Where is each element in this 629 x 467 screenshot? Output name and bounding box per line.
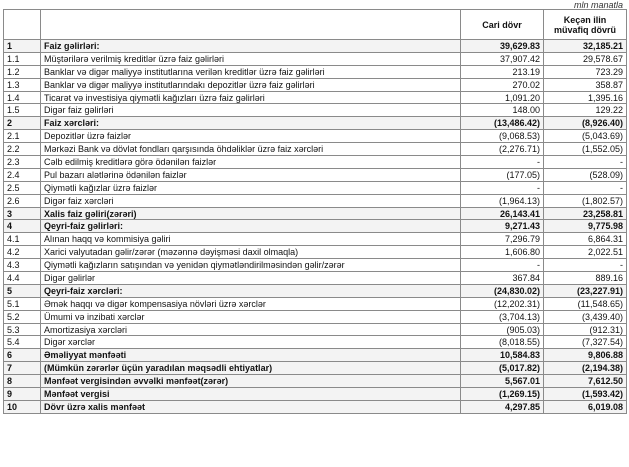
row-previous-value: (23,227.91) bbox=[544, 284, 627, 297]
row-current-value: (12,202.31) bbox=[461, 297, 544, 310]
row-number: 7 bbox=[4, 362, 41, 375]
row-current-value: 367.84 bbox=[461, 272, 544, 285]
row-previous-value: 358.87 bbox=[544, 78, 627, 91]
row-current-value: (2,276.71) bbox=[461, 143, 544, 156]
row-previous-value: (11,548.65) bbox=[544, 297, 627, 310]
row-previous-value: 889.16 bbox=[544, 272, 627, 285]
row-current-value: (1,964.13) bbox=[461, 194, 544, 207]
row-current-value: 1,606.80 bbox=[461, 246, 544, 259]
row-number: 1 bbox=[4, 40, 41, 53]
row-previous-value: (8,926.40) bbox=[544, 117, 627, 130]
row-number: 4 bbox=[4, 220, 41, 233]
row-previous-value: 9,775.98 bbox=[544, 220, 627, 233]
row-label: Pul bazarı alətlərinə ödənilən faizlər bbox=[41, 168, 461, 181]
row-current-value: - bbox=[461, 259, 544, 272]
table-row bbox=[4, 143, 627, 156]
row-number: 4.4 bbox=[4, 272, 41, 285]
table-row bbox=[4, 207, 627, 220]
row-label: Digər faiz gəlirləri bbox=[41, 104, 461, 117]
row-label: Depozitlər üzrə faizlər bbox=[41, 130, 461, 143]
row-previous-value: 32,185.21 bbox=[544, 40, 627, 53]
table-row bbox=[4, 130, 627, 143]
row-number: 2.5 bbox=[4, 181, 41, 194]
row-label: Cəlb edilmiş kreditlərə görə ödənilən faizlər bbox=[41, 156, 461, 169]
table-row bbox=[4, 65, 627, 78]
row-current-value: (5,017.82) bbox=[461, 362, 544, 375]
row-previous-value: 129.22 bbox=[544, 104, 627, 117]
row-current-value: 270.02 bbox=[461, 78, 544, 91]
row-number: 2.4 bbox=[4, 168, 41, 181]
row-label: Amortizasiya xərcləri bbox=[41, 323, 461, 336]
row-previous-value: (7,327.54) bbox=[544, 336, 627, 349]
table-row bbox=[4, 156, 627, 169]
row-label: (Mümkün zərərlər üçün yaradılan məqsədli ehtiyatlar) bbox=[41, 362, 461, 375]
row-label: Qeyri-faiz gəlirləri: bbox=[41, 220, 461, 233]
row-current-value: 26,143.41 bbox=[461, 207, 544, 220]
table-row bbox=[4, 272, 627, 285]
table-row bbox=[4, 194, 627, 207]
table-header-row bbox=[4, 10, 627, 40]
row-current-value: 37,907.42 bbox=[461, 52, 544, 65]
row-previous-value: 23,258.81 bbox=[544, 207, 627, 220]
row-label: Mənfəət vergisi bbox=[41, 388, 461, 401]
header-previous-period: Keçən ilin müvafiq dövrü bbox=[544, 10, 627, 40]
row-number: 1.2 bbox=[4, 65, 41, 78]
row-number: 1.3 bbox=[4, 78, 41, 91]
row-label: Xarici valyutadan gəlir/zərər (məzənnə dəyişməsi daxil olmaqla) bbox=[41, 246, 461, 259]
row-previous-value: - bbox=[544, 259, 627, 272]
row-previous-value: 723.29 bbox=[544, 65, 627, 78]
row-current-value: 5,567.01 bbox=[461, 375, 544, 388]
row-label: Xalis faiz gəliri(zərəri) bbox=[41, 207, 461, 220]
table-row bbox=[4, 104, 627, 117]
row-current-value: 148.00 bbox=[461, 104, 544, 117]
row-current-value: 39,629.83 bbox=[461, 40, 544, 53]
table-row bbox=[4, 349, 627, 362]
row-previous-value: (2,194.38) bbox=[544, 362, 627, 375]
table-row bbox=[4, 220, 627, 233]
table-row bbox=[4, 297, 627, 310]
table-row bbox=[4, 310, 627, 323]
table-row bbox=[4, 246, 627, 259]
row-number: 1.5 bbox=[4, 104, 41, 117]
row-number: 4.3 bbox=[4, 259, 41, 272]
row-number: 8 bbox=[4, 375, 41, 388]
table-row bbox=[4, 259, 627, 272]
row-previous-value: (1,552.05) bbox=[544, 143, 627, 156]
table-row bbox=[4, 336, 627, 349]
row-current-value: 7,296.79 bbox=[461, 233, 544, 246]
unit-label: mln manatla bbox=[573, 0, 623, 10]
row-number: 5.3 bbox=[4, 323, 41, 336]
row-number: 5.1 bbox=[4, 297, 41, 310]
row-number: 10 bbox=[4, 400, 41, 413]
row-current-value: (1,269.15) bbox=[461, 388, 544, 401]
row-previous-value: - bbox=[544, 181, 627, 194]
row-number: 2.1 bbox=[4, 130, 41, 143]
table-row bbox=[4, 181, 627, 194]
table-row bbox=[4, 91, 627, 104]
row-previous-value: (528.09) bbox=[544, 168, 627, 181]
row-number: 5.2 bbox=[4, 310, 41, 323]
table-row bbox=[4, 362, 627, 375]
row-label: Mərkəzi Bank və dövlət fondları qarşısında öhdəliklər üzrə faiz xərcləri bbox=[41, 143, 461, 156]
row-previous-value: 6,019.08 bbox=[544, 400, 627, 413]
row-previous-value: (5,043.69) bbox=[544, 130, 627, 143]
income-statement-table bbox=[3, 9, 627, 414]
row-label: Mənfəət vergisindən əvvəlki mənfəət(zərər) bbox=[41, 375, 461, 388]
row-previous-value: 1,395.16 bbox=[544, 91, 627, 104]
row-number: 2.3 bbox=[4, 156, 41, 169]
row-number: 1.1 bbox=[4, 52, 41, 65]
row-label: Banklar və digər maliyyə institutlarındakı depozitlər üzrə faiz gəlirləri bbox=[41, 78, 461, 91]
row-label: Qiymətli kağızlar üzrə faizlər bbox=[41, 181, 461, 194]
row-previous-value: 29,578.67 bbox=[544, 52, 627, 65]
row-number: 2.2 bbox=[4, 143, 41, 156]
row-label: Faiz gəlirləri: bbox=[41, 40, 461, 53]
row-current-value: 4,297.85 bbox=[461, 400, 544, 413]
row-label: Müştərilərə verilmiş kreditlər üzrə faiz gəlirləri bbox=[41, 52, 461, 65]
table-row bbox=[4, 117, 627, 130]
row-current-value: 9,271.43 bbox=[461, 220, 544, 233]
row-label: Qiymətli kağızların satışından və yenidən qiymətləndirilməsindən gəlir/zərər bbox=[41, 259, 461, 272]
table-row bbox=[4, 400, 627, 413]
row-number: 5.4 bbox=[4, 336, 41, 349]
table-row bbox=[4, 168, 627, 181]
row-label: Digər xərclər bbox=[41, 336, 461, 349]
row-label: Dövr üzrə xalis mənfəət bbox=[41, 400, 461, 413]
row-number: 2 bbox=[4, 117, 41, 130]
row-current-value: 1,091.20 bbox=[461, 91, 544, 104]
row-label: Banklar və digər maliyyə institutlarına verilən kreditlər üzrə faiz gəlirləri bbox=[41, 65, 461, 78]
row-number: 5 bbox=[4, 284, 41, 297]
header-current-period: Cari dövr bbox=[461, 10, 544, 40]
row-current-value: 213.19 bbox=[461, 65, 544, 78]
row-current-value: (177.05) bbox=[461, 168, 544, 181]
table-row bbox=[4, 323, 627, 336]
row-label: Əməliyyat mənfəəti bbox=[41, 349, 461, 362]
row-number: 4.2 bbox=[4, 246, 41, 259]
row-label: Digər faiz xərcləri bbox=[41, 194, 461, 207]
row-label: Qeyri-faiz xərcləri: bbox=[41, 284, 461, 297]
header-blank-no bbox=[4, 10, 41, 40]
row-previous-value: (912.31) bbox=[544, 323, 627, 336]
row-label: Ticarət və investisiya qiymətli kağızları üzrə faiz gəlirləri bbox=[41, 91, 461, 104]
row-previous-value: 9,806.88 bbox=[544, 349, 627, 362]
table-body bbox=[4, 40, 627, 414]
row-number: 3 bbox=[4, 207, 41, 220]
row-current-value: (24,830.02) bbox=[461, 284, 544, 297]
row-current-value: - bbox=[461, 156, 544, 169]
table-row bbox=[4, 233, 627, 246]
row-label: Əmək haqqı və digər kompensasiya növləri üzrə xərclər bbox=[41, 297, 461, 310]
row-number: 6 bbox=[4, 349, 41, 362]
header-blank-label bbox=[41, 10, 461, 40]
row-previous-value: (1,593.42) bbox=[544, 388, 627, 401]
row-number: 1.4 bbox=[4, 91, 41, 104]
row-previous-value: 6,864.31 bbox=[544, 233, 627, 246]
table-row bbox=[4, 375, 627, 388]
table-row bbox=[4, 52, 627, 65]
row-label: Digər gəlirlər bbox=[41, 272, 461, 285]
row-previous-value: (1,802.57) bbox=[544, 194, 627, 207]
row-previous-value: 7,612.50 bbox=[544, 375, 627, 388]
row-current-value: - bbox=[461, 181, 544, 194]
row-current-value: (13,486.42) bbox=[461, 117, 544, 130]
row-label: Alınan haqq və kommisiya gəliri bbox=[41, 233, 461, 246]
row-current-value: 10,584.83 bbox=[461, 349, 544, 362]
row-current-value: (905.03) bbox=[461, 323, 544, 336]
row-previous-value: - bbox=[544, 156, 627, 169]
row-number: 4.1 bbox=[4, 233, 41, 246]
row-previous-value: 2,022.51 bbox=[544, 246, 627, 259]
table-row bbox=[4, 388, 627, 401]
row-current-value: (8,018.55) bbox=[461, 336, 544, 349]
row-previous-value: (3,439.40) bbox=[544, 310, 627, 323]
row-label: Ümumi və inzibati xərclər bbox=[41, 310, 461, 323]
row-label: Faiz xərcləri: bbox=[41, 117, 461, 130]
row-current-value: (3,704.13) bbox=[461, 310, 544, 323]
table-row bbox=[4, 284, 627, 297]
row-current-value: (9,068.53) bbox=[461, 130, 544, 143]
row-number: 9 bbox=[4, 388, 41, 401]
table-row bbox=[4, 78, 627, 91]
table-row bbox=[4, 40, 627, 53]
row-number: 2.6 bbox=[4, 194, 41, 207]
